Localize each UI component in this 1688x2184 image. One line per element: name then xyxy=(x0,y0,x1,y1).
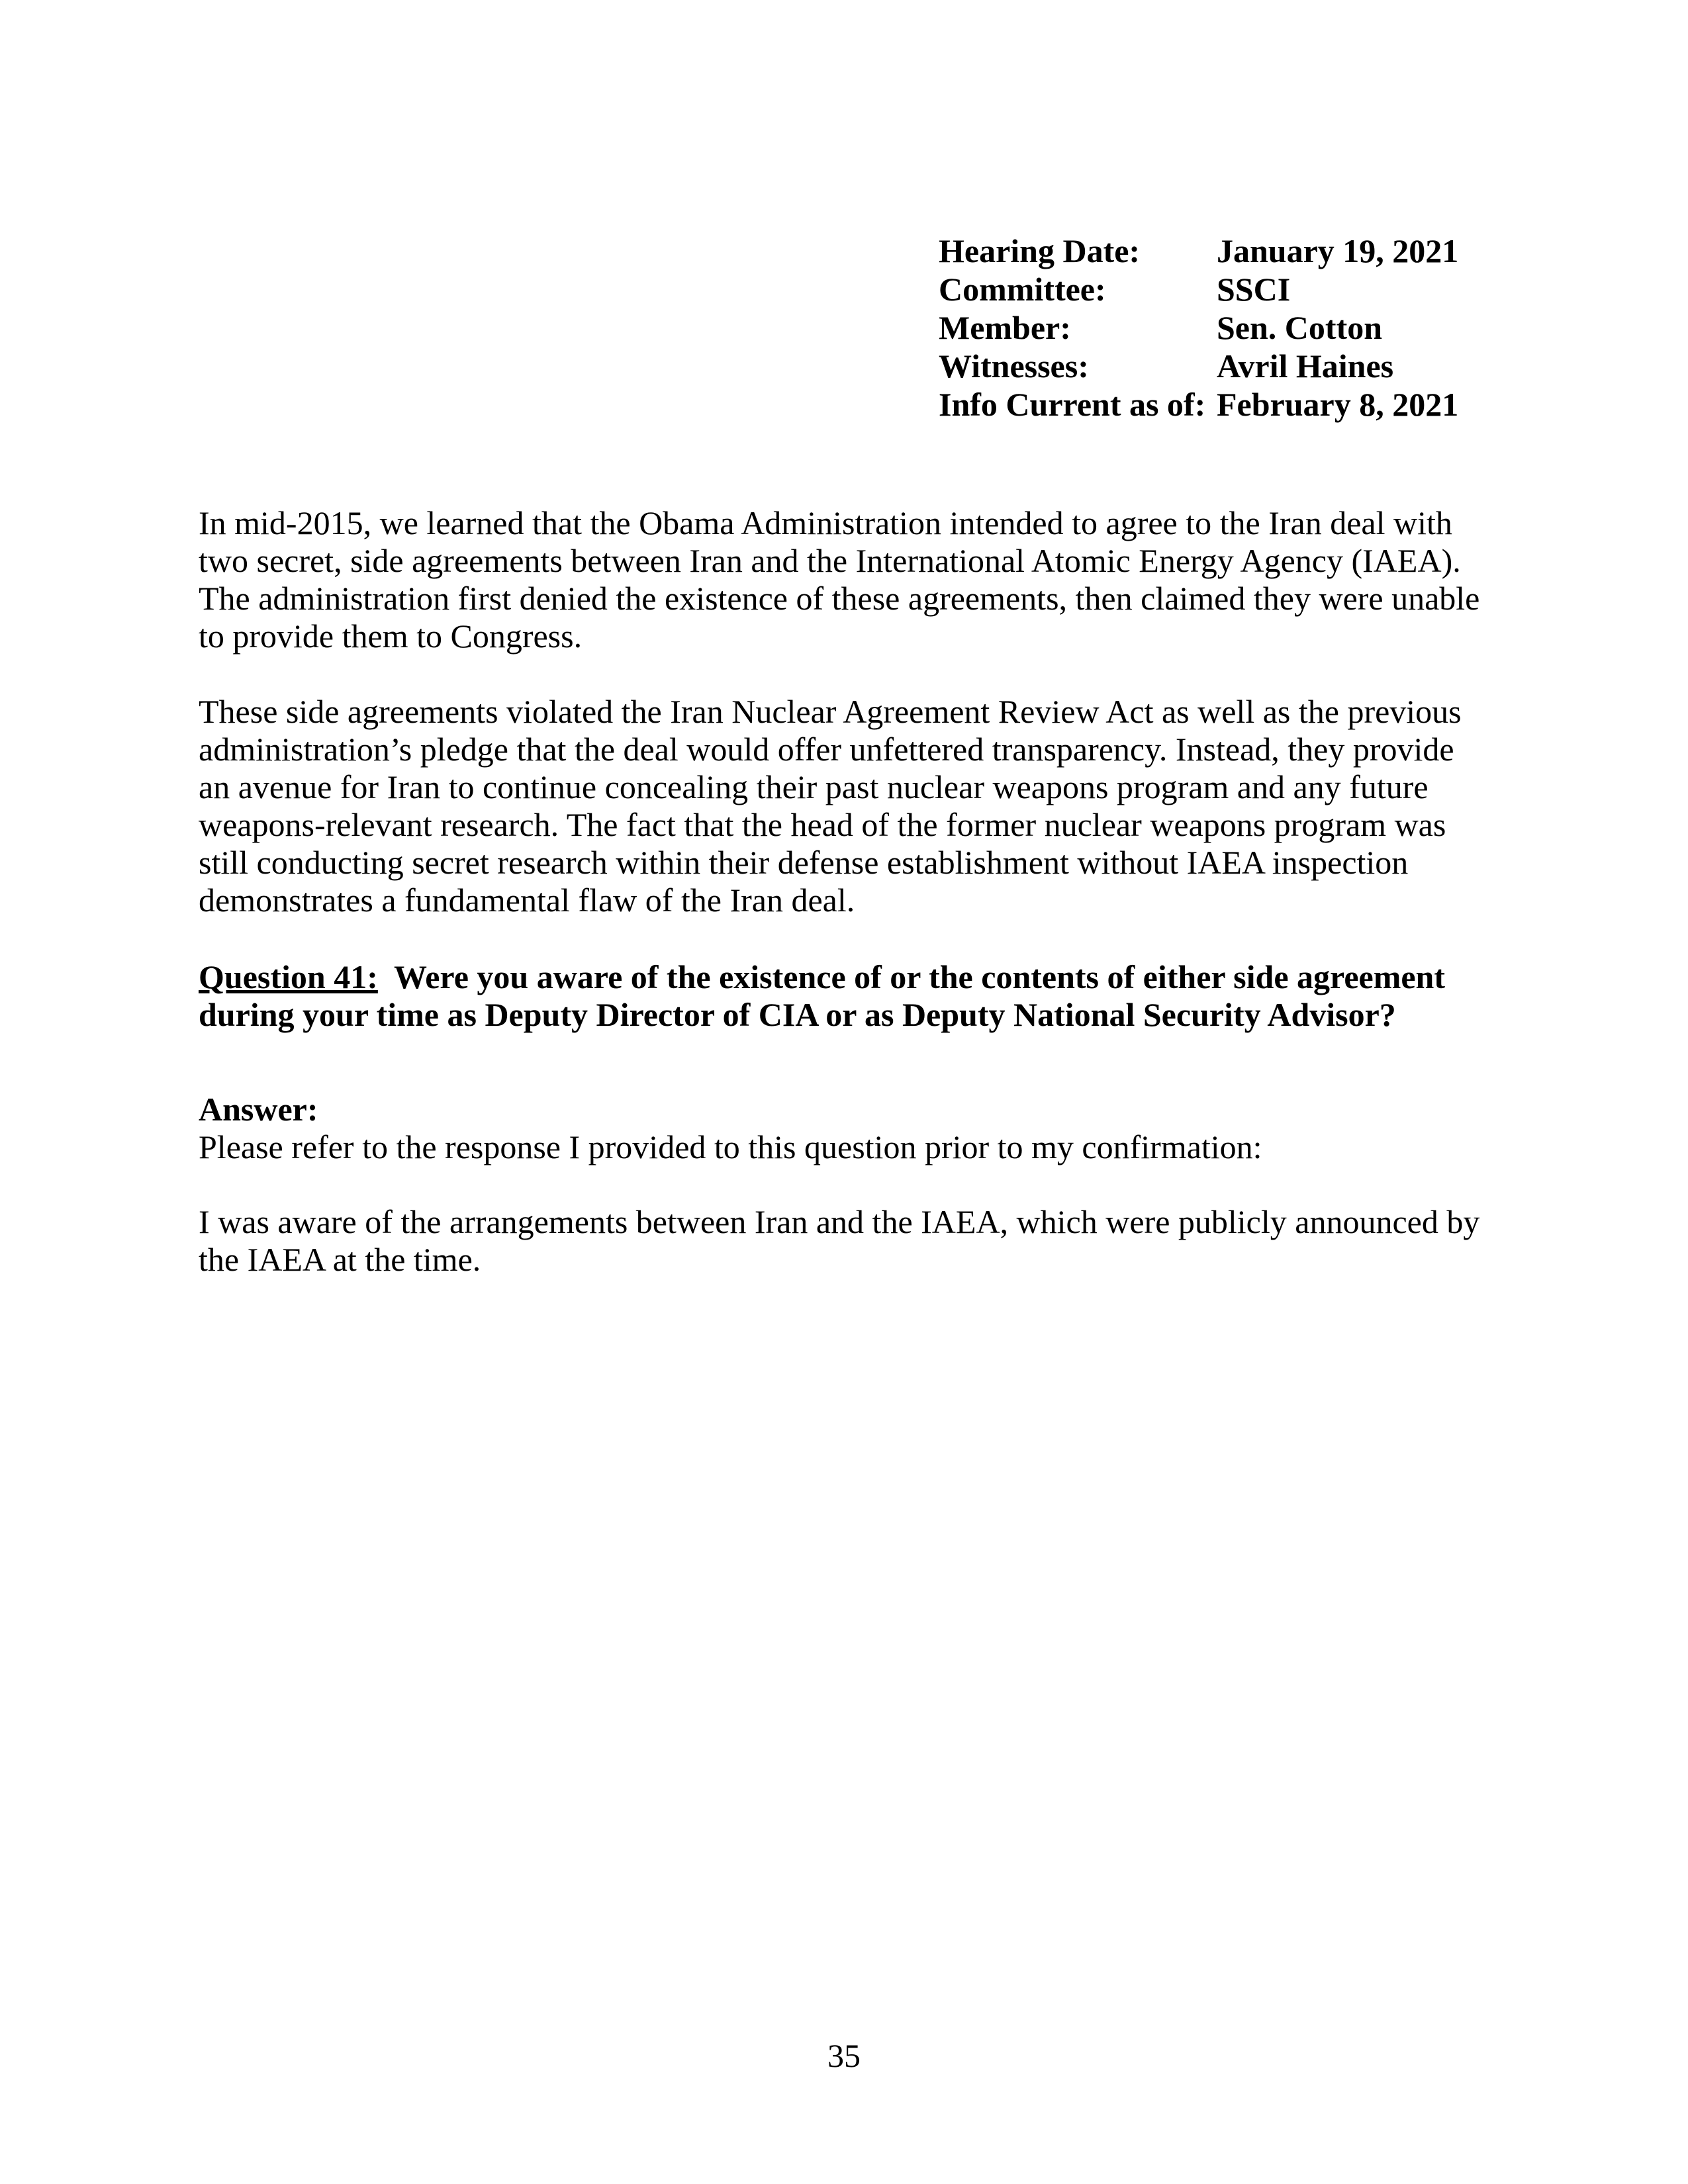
info-row-info-current xyxy=(939,385,1458,424)
hearing-date-value: January 19, 2021 xyxy=(1217,232,1459,269)
committee-value: SSCI xyxy=(1217,271,1291,308)
info-row-witnesses xyxy=(939,347,1458,385)
committee-label: Committee: xyxy=(939,271,1106,308)
member-value: Sen. Cotton xyxy=(1217,309,1383,346)
info-row-hearing-date xyxy=(939,232,1458,270)
witnesses-label: Witnesses: xyxy=(939,347,1089,385)
answer-text: I was aware of the arrangements between Iran and the IAEA, which were publicly announced by the IAEA at the time. xyxy=(199,1203,1480,1278)
page-number: 35 xyxy=(827,2037,861,2074)
info-current-value: February 8, 2021 xyxy=(1217,386,1459,423)
info-current-label: Info Current as of: xyxy=(939,386,1206,423)
question-text: Were you aware of the existence of or the contents of either side agreement during your time as Deputy Director of CIA or as Deputy National Security Advisor? xyxy=(199,958,1446,1033)
answer-label: Answer: xyxy=(199,1091,318,1128)
info-row-member xyxy=(939,308,1458,347)
member-label: Member: xyxy=(939,309,1071,346)
intro-paragraph: In mid-2015, we learned that the Obama Administration intended to agree to the Iran deal with two secret, side agreements between Iran and the International Atomic Energy Agency (IAEA). The administration first denied the existence of these agreements, then claimed they were unable to provide them to Congress. xyxy=(199,504,1480,655)
witnesses-value: Avril Haines xyxy=(1217,347,1394,385)
answer-reference-text: Please refer to the response I provided to this question prior to my confirmation: xyxy=(199,1128,1262,1165)
question-paragraph xyxy=(199,958,1489,1034)
hearing-date-label: Hearing Date: xyxy=(939,232,1141,269)
hearing-info-block xyxy=(939,232,1458,424)
info-row-committee xyxy=(939,270,1458,308)
question-label: Question 41: xyxy=(199,958,378,995)
context-paragraph: These side agreements violated the Iran Nuclear Agreement Review Act as well as the previous administration’s pledge that the deal would offer unfettered transparency. Instead, they provide an avenue for Iran to continue concealing their past nuclear weapons program and any future weapons-relevant research. The fact that the head of the former nuclear weapons program was still conducting secret research within their defense establishment without IAEA inspection demonstrates a fundamental flaw of the Iran deal. xyxy=(199,693,1462,919)
